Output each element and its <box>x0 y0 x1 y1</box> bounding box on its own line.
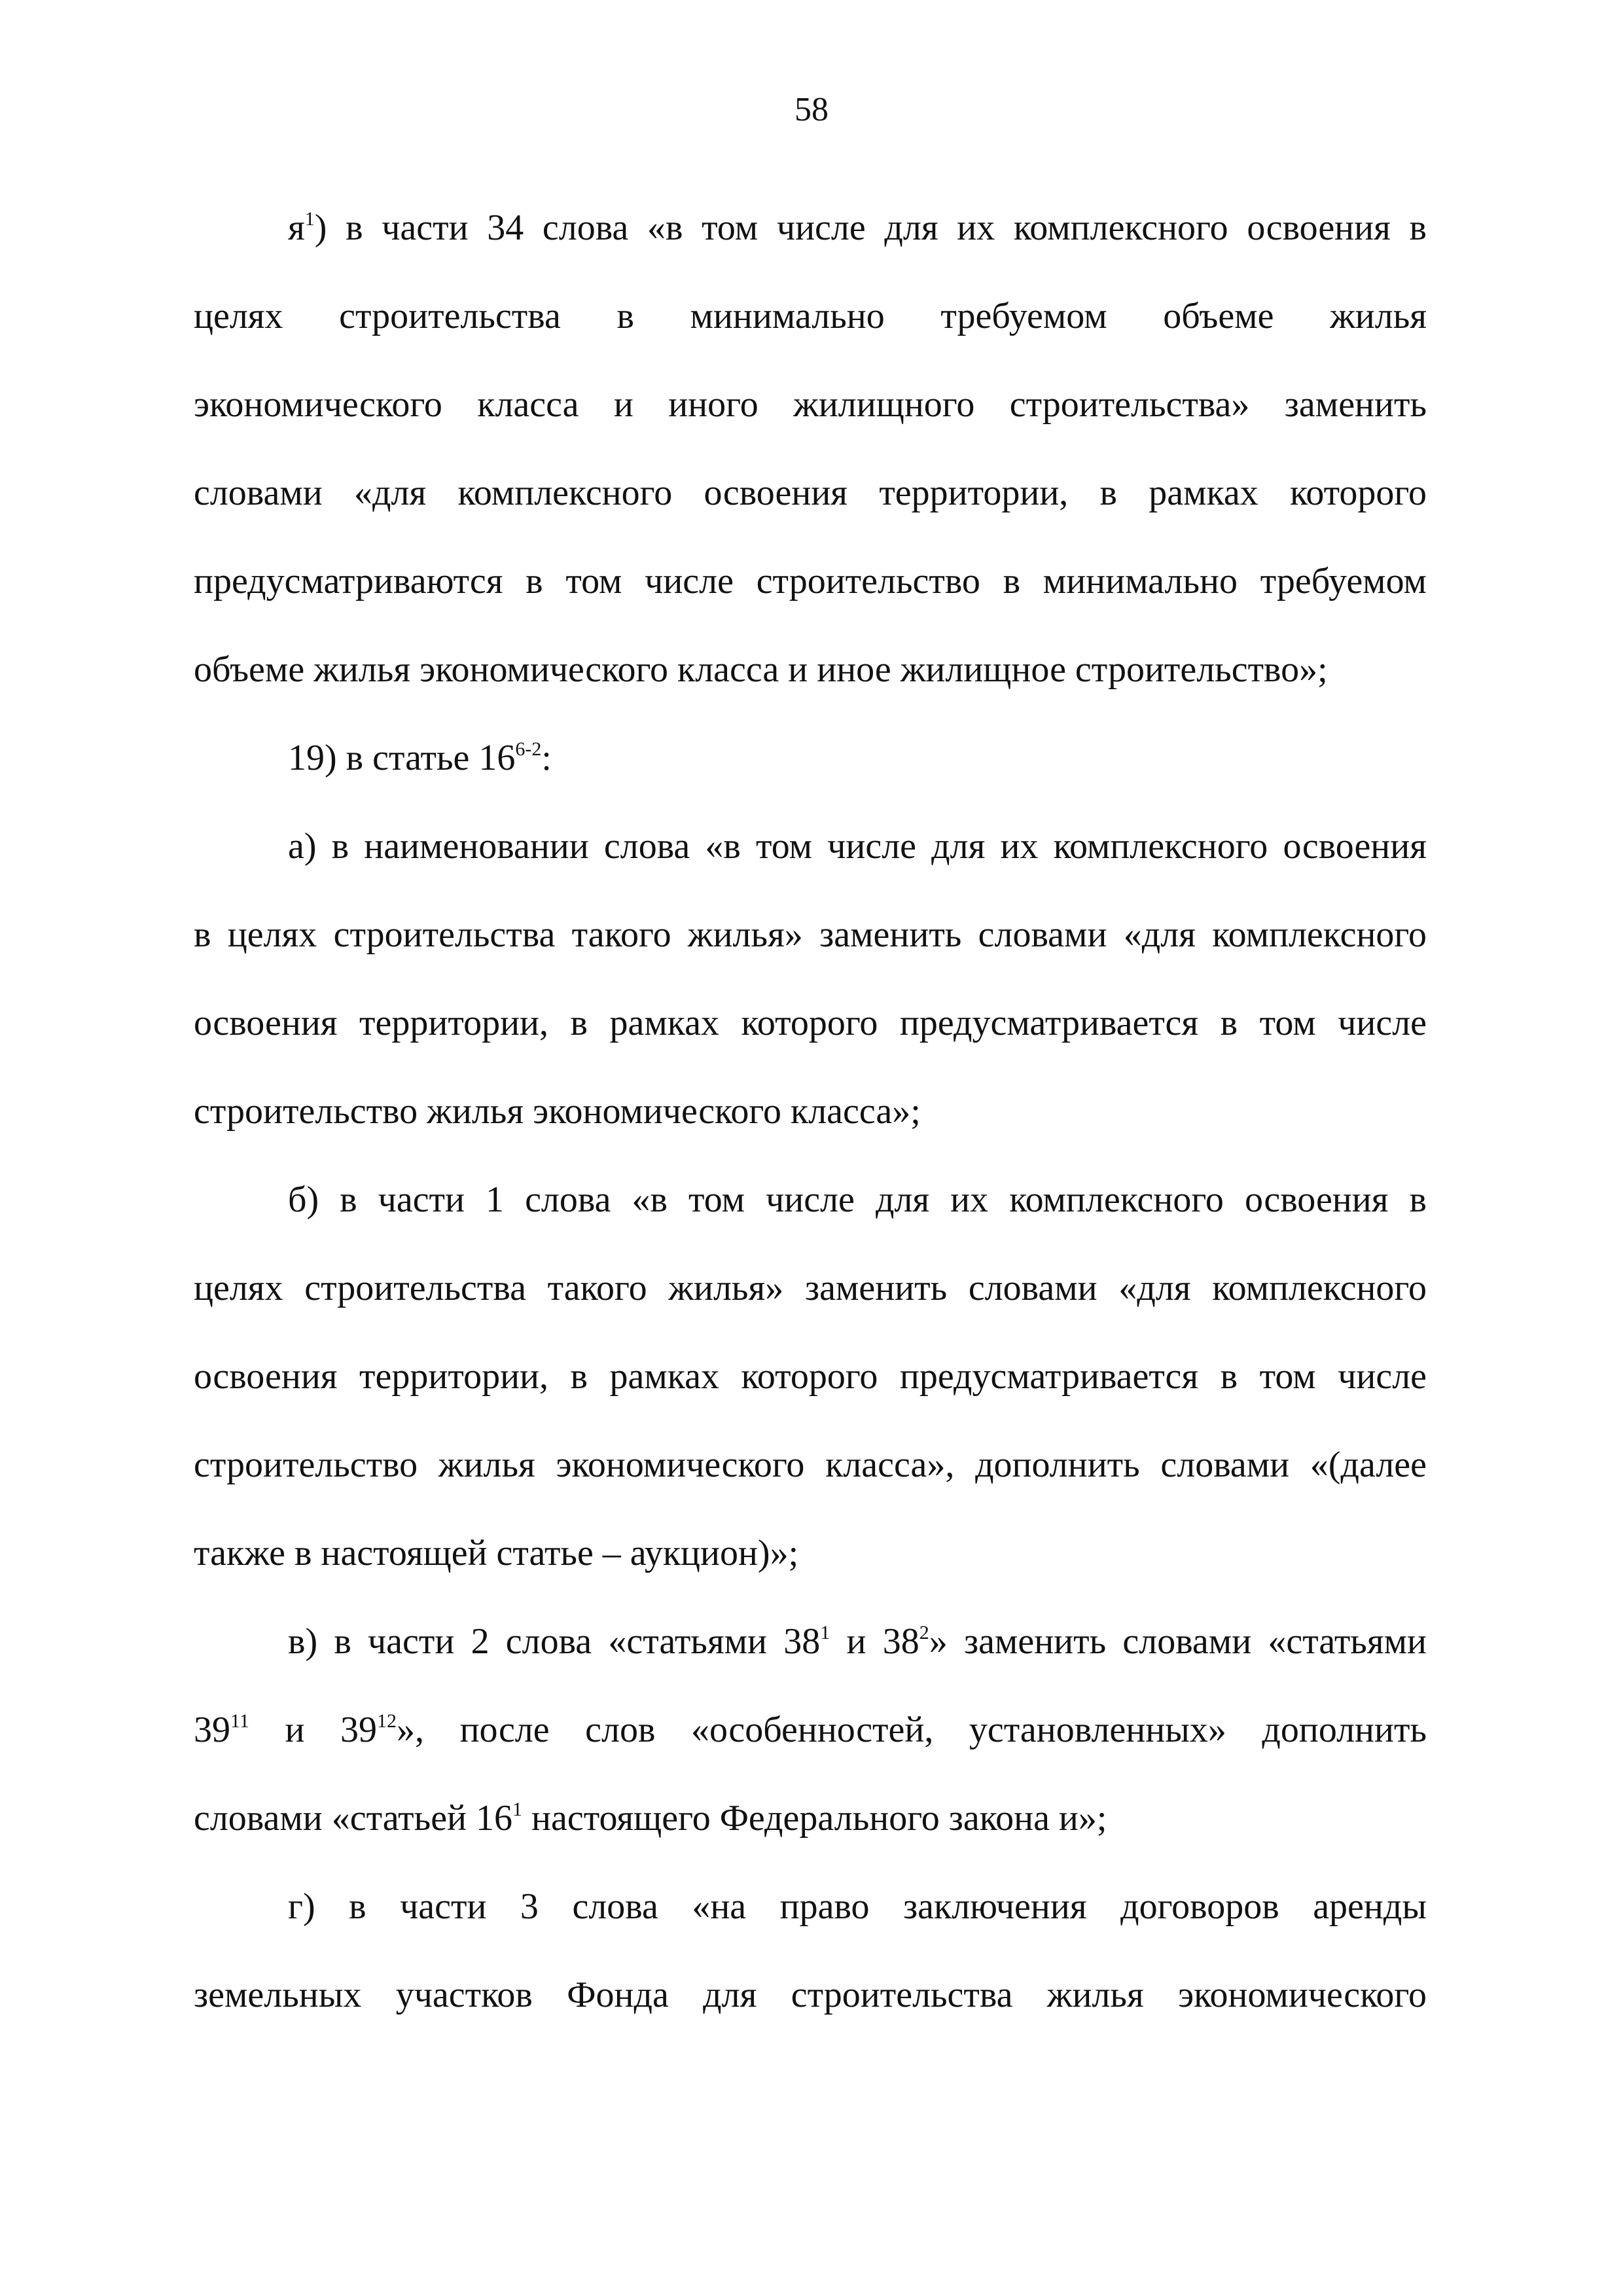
superscript: 6-2 <box>515 738 542 760</box>
text-line <box>194 1863 1427 1951</box>
text-line <box>194 802 1427 891</box>
text-segment: предусматриваются в том числе строительство в минимально требуемом <box>194 561 1427 601</box>
text-segment: в целях строительства такого жилья» заменить словами «для комплексного <box>194 914 1427 955</box>
superscript: 1 <box>820 1622 830 1643</box>
text-segment: строительство жилья экономического класса», дополнить словами «(далее <box>194 1444 1427 1485</box>
text-line <box>194 1067 1427 1156</box>
text-segment: настоящего Федерального закона и»; <box>522 1798 1107 1839</box>
text-segment: а) в наименовании слова «в том числе для их комплексного освоения <box>288 826 1427 867</box>
text-line <box>194 449 1427 537</box>
text-segment: б) в части 1 слова «в том числе для их комплексного освоения в <box>288 1179 1427 1220</box>
text-line <box>194 979 1427 1067</box>
text-segment: словами «статьей 16 <box>194 1798 513 1839</box>
superscript: 11 <box>230 1710 249 1732</box>
text-line <box>194 184 1427 272</box>
text-segment: 19) в статье 16 <box>288 738 516 778</box>
text-segment: », после слов «особенностей, установленных» дополнить <box>397 1710 1427 1750</box>
text-segment: объеме жилья экономического класса и иное жилищное строительство»; <box>194 649 1328 690</box>
text-segment: 39 <box>194 1710 230 1750</box>
text-segment: я <box>288 207 305 248</box>
text-line <box>194 1509 1427 1598</box>
superscript: 2 <box>919 1622 929 1643</box>
text-line <box>194 1774 1427 1863</box>
text-segment: в) в части 2 слова «статьями 38 <box>288 1621 821 1662</box>
text-line <box>194 1333 1427 1421</box>
text-line <box>194 272 1427 361</box>
text-segment: освоения территории, в рамках которого предусматривается в том числе <box>194 1356 1427 1397</box>
text-line <box>194 361 1427 449</box>
text-segment: строительство жилья экономического класса»; <box>194 1091 921 1132</box>
text-line <box>194 1244 1427 1333</box>
text-segment: г) в части 3 слова «на право заключения договоров аренды <box>288 1886 1427 1927</box>
text-line <box>194 1686 1427 1774</box>
text-segment: целях строительства такого жилья» заменить словами «для комплексного <box>194 1268 1427 1308</box>
superscript: 1 <box>304 208 315 230</box>
text-line <box>194 1421 1427 1509</box>
superscript: 12 <box>377 1710 397 1732</box>
text-segment: и 39 <box>249 1710 378 1750</box>
text-segment: » заменить словами «статьями <box>929 1621 1427 1662</box>
text-line <box>194 714 1427 802</box>
text-line <box>194 1156 1427 1244</box>
text-segment: также в настоящей статье – аукцион)»; <box>194 1533 799 1573</box>
superscript: 1 <box>512 1799 523 1820</box>
text-segment: земельных участков Фонда для строительства жилья экономического <box>194 1975 1427 2015</box>
text-segment: словами «для комплексного освоения территории, в рамках которого <box>194 473 1427 513</box>
text-segment: и 38 <box>830 1621 919 1662</box>
text-segment: экономического класса и иного жилищного строительства» заменить <box>194 384 1427 425</box>
text-line <box>194 891 1427 979</box>
text-segment: освоения территории, в рамках которого предусматривается в том числе <box>194 1003 1427 1043</box>
page-number: 58 <box>794 91 829 128</box>
text-line <box>194 537 1427 626</box>
text-line <box>194 1951 1427 2039</box>
text-segment: ) в части 34 слова «в том числе для их комплексного освоения в <box>314 207 1427 248</box>
text-line <box>194 1598 1427 1686</box>
text-line <box>194 626 1427 714</box>
text-segment: целях строительства в минимально требуемом объеме жилья <box>194 296 1427 336</box>
document-body <box>194 184 1427 2039</box>
text-segment: : <box>541 738 552 778</box>
